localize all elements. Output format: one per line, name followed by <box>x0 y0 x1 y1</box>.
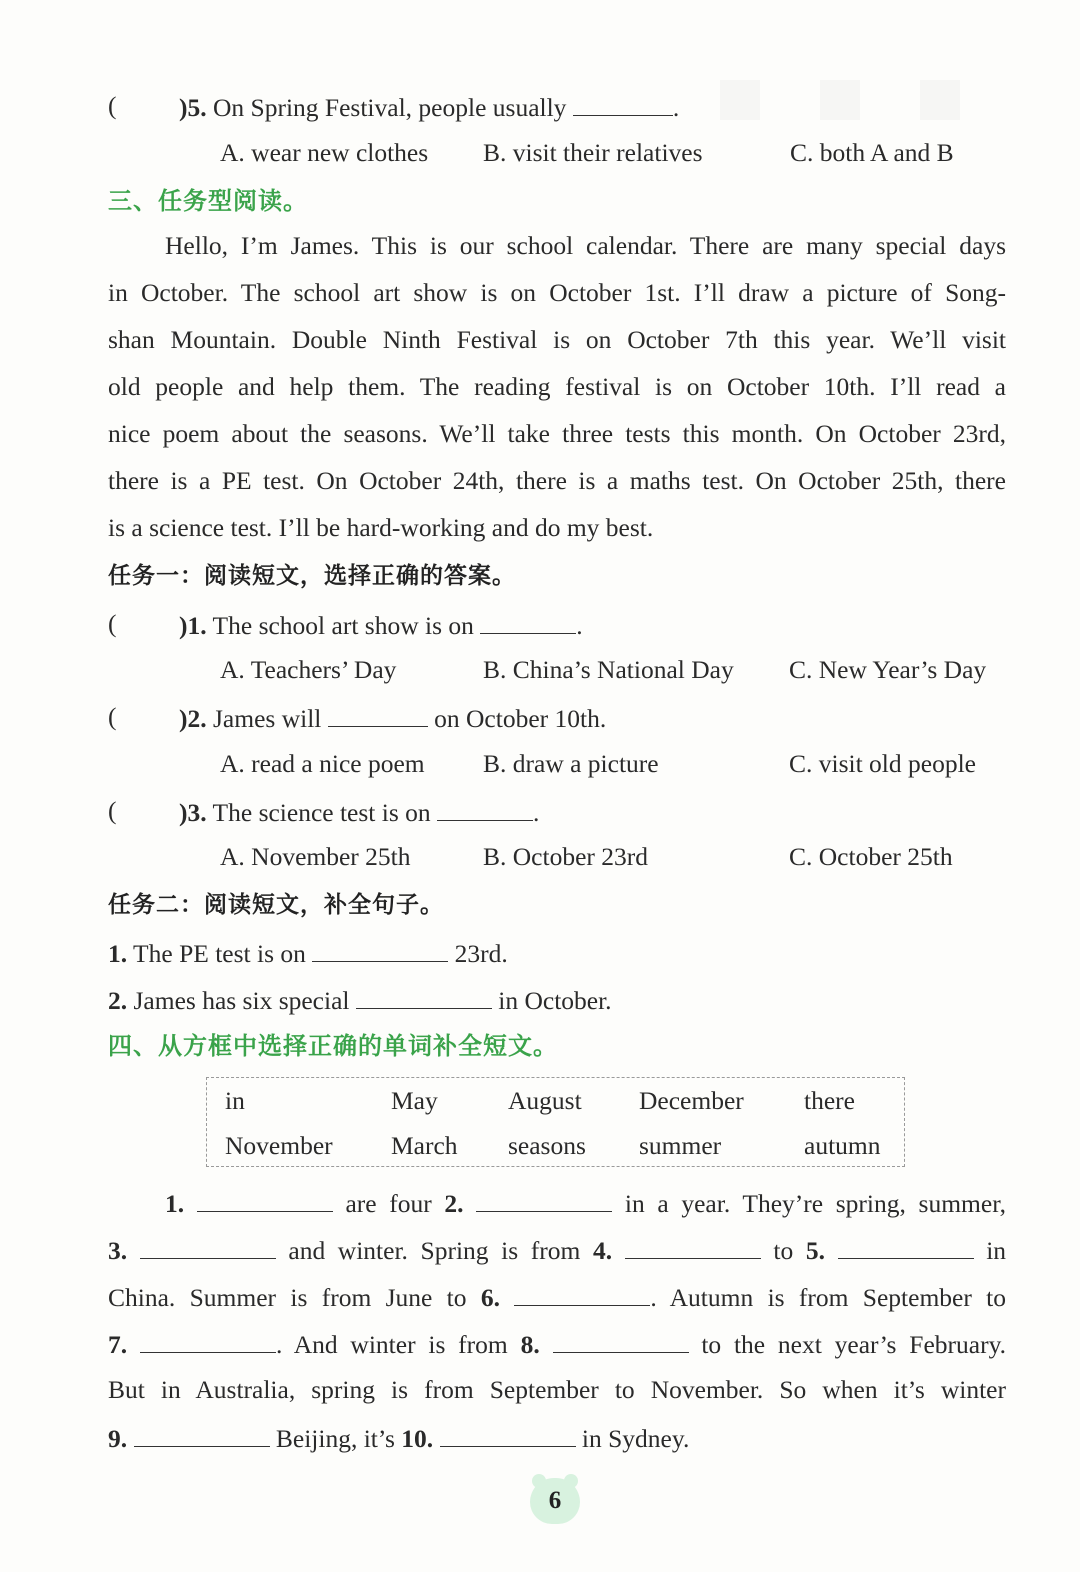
word-bank-item: in <box>225 1086 245 1115</box>
word-bank-item: seasons <box>508 1131 586 1160</box>
sentence-text: James has six special <box>133 986 350 1015</box>
answer-paren: ( <box>108 796 117 825</box>
task2-sentence-1 <box>108 937 1005 969</box>
answer-blank[interactable] <box>134 1422 270 1447</box>
sentence-text: The PE test is on <box>133 939 306 968</box>
sentence-number: 2. <box>108 986 128 1015</box>
word-bank-item: November <box>225 1131 333 1160</box>
cloze-line: China. Summer is from June to 6. . Autumn is from September to <box>108 1283 1007 1312</box>
answer-blank[interactable] <box>140 1234 276 1259</box>
question-number: )2. <box>179 704 207 733</box>
answer-blank[interactable] <box>328 702 428 727</box>
passage-line: there is a PE test. On October 24th, there is a maths test. On October 25th, there <box>108 466 1006 495</box>
answer-blank[interactable] <box>437 796 533 821</box>
word-bank-box <box>206 1077 905 1167</box>
sentence-number: 1. <box>108 939 128 968</box>
section-4-heading: 四、从方框中选择正确的单词补全短文。 <box>108 1032 558 1060</box>
answer-blank[interactable] <box>480 609 576 634</box>
passage-line: old people and help them. The reading festival is on October 10th. I’ll read a <box>108 372 1006 401</box>
word-bank-item: March <box>391 1131 458 1160</box>
answer-blank[interactable] <box>356 984 492 1009</box>
option-a: A. November 25th <box>220 842 411 871</box>
word-bank-item: May <box>391 1086 438 1115</box>
question-text: The science test is on <box>212 798 431 827</box>
passage-line: nice poem about the seasons. We’ll take three tests this month. On October 23rd, <box>108 419 1006 448</box>
question-number: )1. <box>179 611 207 640</box>
sentence-text-end: in October. <box>498 986 612 1015</box>
question-text: On Spring Festival, people usually <box>213 93 567 122</box>
option-b: B. China’s National Day <box>483 655 734 684</box>
cloze-line: 3. and winter. Spring is from 4. to 5. in <box>108 1236 1007 1265</box>
answer-blank[interactable] <box>476 1187 612 1212</box>
word-bank-item: December <box>639 1086 744 1115</box>
answer-blank[interactable] <box>553 1328 689 1353</box>
option-a: A. wear new clothes <box>220 138 429 167</box>
option-a: A. read a nice poem <box>220 749 425 778</box>
passage-line: is a science test. I’ll be hard-working and do my best. <box>108 513 654 542</box>
question-text-end: . <box>672 93 680 122</box>
word-bank-item: August <box>508 1086 582 1115</box>
passage-line: in October. The school art show is on October 1st. I’ll draw a picture of Song- <box>108 278 1006 307</box>
section-3-heading: 三、任务型阅读。 <box>108 187 308 215</box>
option-b: B. visit their relatives <box>483 138 703 167</box>
word-bank-item: there <box>804 1086 855 1115</box>
task-2-title: 任务二：阅读短文，补全句子。 <box>108 892 444 918</box>
question-text: The school art show is on <box>212 611 474 640</box>
question-text-end: on October 10th. <box>434 704 607 733</box>
word-bank-item: autumn <box>804 1131 881 1160</box>
answer-paren: ( <box>108 609 117 638</box>
answer-blank[interactable] <box>197 1187 333 1212</box>
sentence-text-end: 23rd. <box>454 939 508 968</box>
answer-paren: ( <box>108 91 117 120</box>
answer-paren: ( <box>108 702 117 731</box>
answer-blank[interactable] <box>573 91 673 116</box>
passage-line: shan Mountain. Double Ninth Festival is on October 7th this year. We’ll visit <box>108 325 1006 354</box>
word-bank-item: summer <box>639 1131 722 1160</box>
answer-blank[interactable] <box>625 1234 761 1259</box>
cloze-line: 1. are four 2. in a year. They’re spring, summer, <box>165 1189 1007 1218</box>
cloze-line: But in Australia, spring is from September to November. So when it’s winter <box>108 1375 1006 1404</box>
cloze-line: 7. . And winter is from 8. to the next year’s February. <box>108 1330 1007 1359</box>
background-watermark <box>700 70 1000 140</box>
option-c: C. both A and B <box>790 138 954 167</box>
option-a: A. Teachers’ Day <box>220 655 397 684</box>
option-c: C. New Year’s Day <box>789 655 987 684</box>
answer-blank[interactable] <box>440 1422 576 1447</box>
option-b: B. October 23rd <box>483 842 649 871</box>
question-number: )5. <box>179 93 207 122</box>
answer-blank[interactable] <box>838 1234 974 1259</box>
option-c: C. October 25th <box>789 842 953 871</box>
option-c: C. visit old people <box>789 749 976 778</box>
question-text-end: . <box>576 611 583 640</box>
passage-line: Hello, I’m James. This is our school calendar. There are many special days <box>165 231 1006 260</box>
answer-blank[interactable] <box>140 1328 276 1353</box>
page-number-badge <box>530 1478 580 1524</box>
cloze-line: 9. Beijing, it’s 10. in Sydney. <box>108 1424 690 1453</box>
question-number: )3. <box>179 798 207 827</box>
task2-sentence-2 <box>108 984 1005 1016</box>
answer-blank[interactable] <box>312 937 448 962</box>
task-1-title: 任务一：阅读短文，选择正确的答案。 <box>108 563 516 589</box>
question-text-end: . <box>533 798 540 827</box>
page-number: 6 <box>548 1487 562 1514</box>
answer-blank[interactable] <box>514 1281 650 1306</box>
question-text: James will <box>213 704 322 733</box>
option-b: B. draw a picture <box>483 749 659 778</box>
